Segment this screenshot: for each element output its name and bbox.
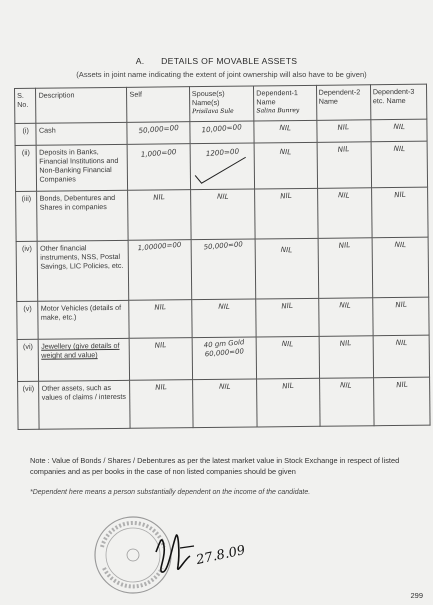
value-dep3	[371, 187, 428, 238]
dependent-definition-note: *Dependent here means a person substantially dependent on the income of the candidate.	[30, 489, 311, 496]
header-spouse	[189, 86, 254, 122]
section-title	[0, 56, 433, 66]
value-self	[129, 240, 192, 301]
value-self	[130, 338, 193, 381]
row-number: (ii)	[15, 145, 37, 191]
value-dep1	[254, 120, 317, 143]
value-dep3	[373, 335, 430, 378]
row-description: Motor Vehicles (details of make, etc.)	[38, 300, 129, 339]
value-self-text: NIL	[153, 192, 166, 202]
value-dep2-text: NIL	[339, 300, 352, 310]
value-dep3	[372, 297, 429, 336]
row-number: (i)	[15, 123, 37, 145]
value-dep1	[256, 336, 319, 379]
value-dep2	[318, 298, 373, 337]
section-note: (Assets in joint name indicating the extent of joint ownership will also have to be given)	[76, 70, 367, 79]
section-label: A.	[135, 56, 145, 66]
row-description: Cash	[36, 122, 127, 145]
row-number: (vi)	[17, 339, 39, 381]
section-heading: DETAILS OF MOVABLE ASSETS	[161, 56, 298, 66]
value-spouse	[192, 337, 257, 380]
value-dep1	[255, 188, 318, 239]
value-spouse-text: 10,000=00	[201, 122, 243, 135]
value-dep3-text: NIL	[393, 143, 405, 154]
value-dep1-text: NIL	[281, 338, 294, 349]
table-header-row	[15, 84, 427, 123]
value-self	[128, 190, 191, 241]
value-dep1	[257, 378, 320, 427]
value-spouse-text: NIL	[217, 301, 230, 312]
value-dep1-text: NIL	[279, 190, 293, 201]
dep1-name-handwritten: Salina Bunrey	[256, 107, 300, 115]
valuation-note: Note : Value of Bonds / Shares / Debentures as per the latest market value in Stock Exchange in respect of listed companies and as per books in the case of non listed companies should be given	[30, 456, 400, 476]
row-description-text: Jewellery (give details of weight and value)	[41, 340, 120, 360]
header-dep1-label: Dependent-1 Name	[256, 88, 298, 107]
value-dep1-text: NIL	[279, 122, 292, 133]
value-dep2	[318, 238, 373, 299]
value-dep2	[317, 142, 372, 189]
value-dep2	[316, 120, 370, 143]
row-description: Bonds, Debentures and Shares in companies	[37, 190, 129, 241]
row-number: (vii)	[18, 381, 40, 429]
table-row	[16, 187, 429, 241]
value-dep3-text: NIL	[393, 189, 406, 200]
row-number: (v)	[17, 301, 39, 339]
value-spouse	[191, 239, 256, 300]
value-self-text: NIL	[154, 302, 167, 312]
table-row	[18, 377, 430, 429]
value-dep3	[373, 377, 430, 426]
value-dep1-text: NIL	[279, 146, 292, 157]
header-dep1	[254, 85, 317, 121]
value-self	[130, 380, 193, 429]
value-spouse-line2: 60,000=00	[204, 347, 245, 359]
table-row	[17, 297, 429, 339]
value-spouse-text: NIL	[216, 191, 229, 202]
table-row	[16, 237, 429, 301]
value-dep3-text: NIL	[394, 299, 407, 310]
row-number: (iv)	[16, 241, 38, 301]
header-sno: S. No.	[15, 88, 37, 123]
value-dep2	[317, 188, 372, 239]
value-spouse-text: 1200=00	[205, 146, 240, 159]
row-description: Deposits in Banks, Financial Institutions and Non-Banking Financial Companies	[37, 144, 128, 191]
value-self	[128, 144, 191, 191]
value-spouse-text: NIL	[218, 381, 231, 392]
movable-assets-table	[14, 84, 431, 430]
value-self-text: 50,000=00	[138, 122, 180, 136]
value-self-text: 1,000=00	[140, 147, 177, 159]
value-spouse-line1: 40 gm Gold	[203, 338, 245, 350]
table-row	[17, 335, 429, 381]
value-spouse	[192, 299, 257, 338]
value-dep1-text: NIL	[280, 244, 293, 255]
value-spouse	[190, 143, 255, 190]
row-description: Other assets, such as values of claims / interests	[39, 380, 130, 429]
value-dep2-text: NIL	[337, 144, 350, 154]
value-dep2	[319, 378, 374, 427]
value-dep1	[254, 142, 317, 189]
header-dep3: Dependent-3 etc. Name	[370, 84, 427, 120]
value-dep2-text: NIL	[338, 240, 351, 250]
value-spouse	[192, 379, 257, 428]
header-description: Description	[36, 87, 127, 123]
value-dep3-text: NIL	[394, 239, 406, 250]
value-dep2-text: NIL	[337, 122, 350, 132]
value-dep1	[255, 238, 318, 299]
value-self-text: 1,00000=00	[137, 240, 182, 253]
value-self	[127, 122, 190, 145]
value-dep3	[371, 141, 428, 188]
value-dep2-text: NIL	[340, 380, 353, 390]
value-self-text: NIL	[155, 382, 168, 392]
header-self: Self	[127, 87, 190, 123]
spouse-name-handwritten: Prisilava Sule	[192, 107, 234, 116]
value-spouse	[190, 121, 255, 144]
value-dep3	[371, 119, 427, 142]
row-description	[39, 338, 130, 381]
value-dep3-text: NIL	[392, 121, 405, 132]
value-dep2-text: NIL	[339, 338, 352, 348]
value-dep3-text: NIL	[395, 337, 407, 348]
row-description: Other financial instruments, NSS, Postal Savings, LIC Policies, etc.	[38, 240, 130, 301]
page-number: 299	[410, 591, 423, 600]
value-self-text: NIL	[154, 340, 167, 350]
value-spouse	[190, 189, 255, 240]
value-dep1	[256, 298, 319, 337]
value-self	[129, 300, 192, 339]
value-dep1-text: NIL	[281, 300, 294, 311]
value-dep2	[319, 336, 374, 379]
signature-date: 27.8.09	[194, 543, 247, 568]
value-spouse-text: 50,000=00	[203, 240, 244, 252]
value-dep1-text: NIL	[281, 380, 295, 391]
value-dep3	[372, 237, 429, 298]
row-number: (iii)	[16, 191, 38, 241]
value-dep2-text: NIL	[338, 190, 351, 200]
header-dep2: Dependent-2 Name	[316, 85, 371, 121]
table-row	[15, 141, 427, 191]
value-dep3-text: NIL	[395, 379, 408, 390]
header-spouse-label: Spouse(s) Name(s)	[191, 88, 225, 108]
